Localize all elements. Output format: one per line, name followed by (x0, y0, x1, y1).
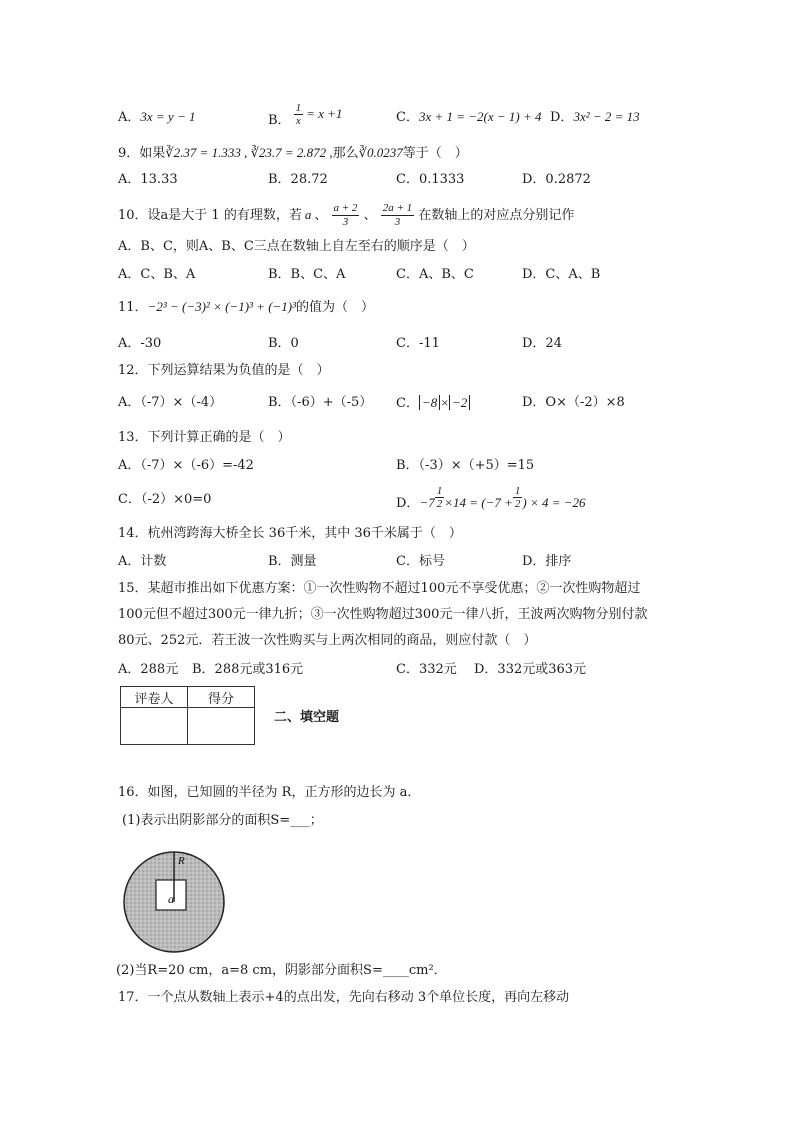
q15-option-c: C．332元 (396, 662, 457, 677)
q9-option-b: B．28.72 (268, 172, 328, 187)
q12-option-c: C． −8 × −2 (396, 394, 470, 413)
q12-option-d: D．O×（-2）×8 (522, 395, 625, 410)
q13-option-a: A．（-7）×（-6）=-42 (118, 458, 254, 473)
q14-option-d: D．排序 (522, 554, 572, 569)
q15-option-a: A．288元 (118, 662, 179, 677)
score-table-grader-cell (121, 708, 188, 745)
q13-stem: 13．下列计算正确的是（ ） (118, 430, 291, 445)
circle-square-figure (122, 850, 226, 954)
q11-option-d: D．24 (522, 336, 562, 351)
q10-option-c: C．A、B、C (396, 267, 474, 282)
q17-stem: 17．一个点从数轴上表示+4的点出发，先向右移动 3个单位长度，再向左移动 (118, 990, 570, 1005)
q9-stem: 9．如果∛2.37 = 1.333 , ∛23.7 = 2.872 ,那么∛0.0237等于（ ） (118, 145, 468, 161)
q15-line1: 15．某超市推出如下优惠方案：①一次性购物不超过100元不享受优惠；②一次性购物超过 (118, 581, 641, 596)
q10-line2: A．B、C，则A、B、C三点在数轴上自左至右的顺序是（ ） (118, 239, 475, 254)
q9-option-c: C．0.1333 (396, 172, 465, 187)
score-table-grader-header: 评卷人 (121, 687, 188, 708)
radius-label: R (178, 855, 185, 867)
q15-line2: 100元但不超过300元一律九折；③一次性购物超过300元一律八折，王波两次购物分别付款 (118, 607, 648, 622)
q14-stem: 14．杭州湾跨海大桥全长 36千米，其中 36千米属于（ ） (118, 526, 462, 541)
q8-option-b: B． $\frac{1}{x}$ = x +1 (268, 102, 343, 128)
q15-option-d: D．332元或363元 (474, 662, 587, 677)
side-label: a (168, 892, 174, 906)
q16-figure (122, 850, 226, 958)
q11-stem: 11．−2³ − (−3)² × (−1)³ + (−1)³的值为（ ） (118, 299, 375, 315)
section-title: 二、填空题 (274, 710, 340, 725)
q15-option-b: B．288元或316元 (192, 662, 304, 677)
score-table (120, 686, 255, 745)
score-table-score-cell (188, 708, 255, 745)
q8-option-d: D．3x² − 2 = 13 (550, 109, 640, 125)
q14-option-c: C．标号 (396, 554, 445, 569)
q10-stem: 10．设a是大于 1 的有理数，若 a 、 $\frac{a + 2}{3}$ 、 $\frac{2a + 1}{3}$ 在数轴上的对应点分别记作 (118, 202, 575, 228)
q10-option-a: A．C、B、A (118, 267, 196, 282)
q14-option-a: A．计数 (118, 554, 167, 569)
q10-option-b: B．B、C、A (268, 267, 346, 282)
score-table-score-header: 得分 (188, 687, 255, 708)
q10-option-d: D．C、A、B (522, 267, 601, 282)
q12-stem: 12．下列运算结果为负值的是（ ） (118, 363, 330, 378)
q16-stem: 16．如图，已知圆的半径为 R，正方形的边长为 a． (118, 785, 421, 800)
q11-option-b: B．0 (268, 336, 299, 351)
q8-option-a: A．3x = y − 1 (118, 109, 196, 125)
q9-option-d: D．0.2872 (522, 172, 591, 187)
q16-part2: (2)当R=20 cm，a=8 cm，阴影部分面积S=____cm²． (116, 963, 447, 978)
q13-option-b: B．（-3）×（+5）=15 (396, 458, 535, 473)
q14-option-b: B．测量 (268, 554, 317, 569)
q11-option-a: A．-30 (118, 336, 162, 351)
q15-line3: 80元、252元．若王波一次性购买与上两次相同的商品，则应付款（ ） (118, 633, 537, 648)
q12-option-a: A．（-7）×（-4） (118, 395, 223, 410)
q13-option-c: C．（-2）×0=0 (118, 492, 212, 507)
q16-part1: (1)表示出阴影部分的面积S=___； (122, 813, 323, 828)
q9-option-a: A．13.33 (118, 172, 178, 187)
q8-option-c: C．3x + 1 = −2(x − 1) + 4 (396, 109, 542, 125)
q11-option-c: C．-11 (396, 336, 440, 351)
q12-option-b: B．（-6）+（-5） (268, 395, 373, 410)
q13-option-d: D．−7 $\frac{1}{2}$ ×14 = (−7 + $\frac{1}{2}$ ) × 4 = −26 (396, 485, 586, 511)
